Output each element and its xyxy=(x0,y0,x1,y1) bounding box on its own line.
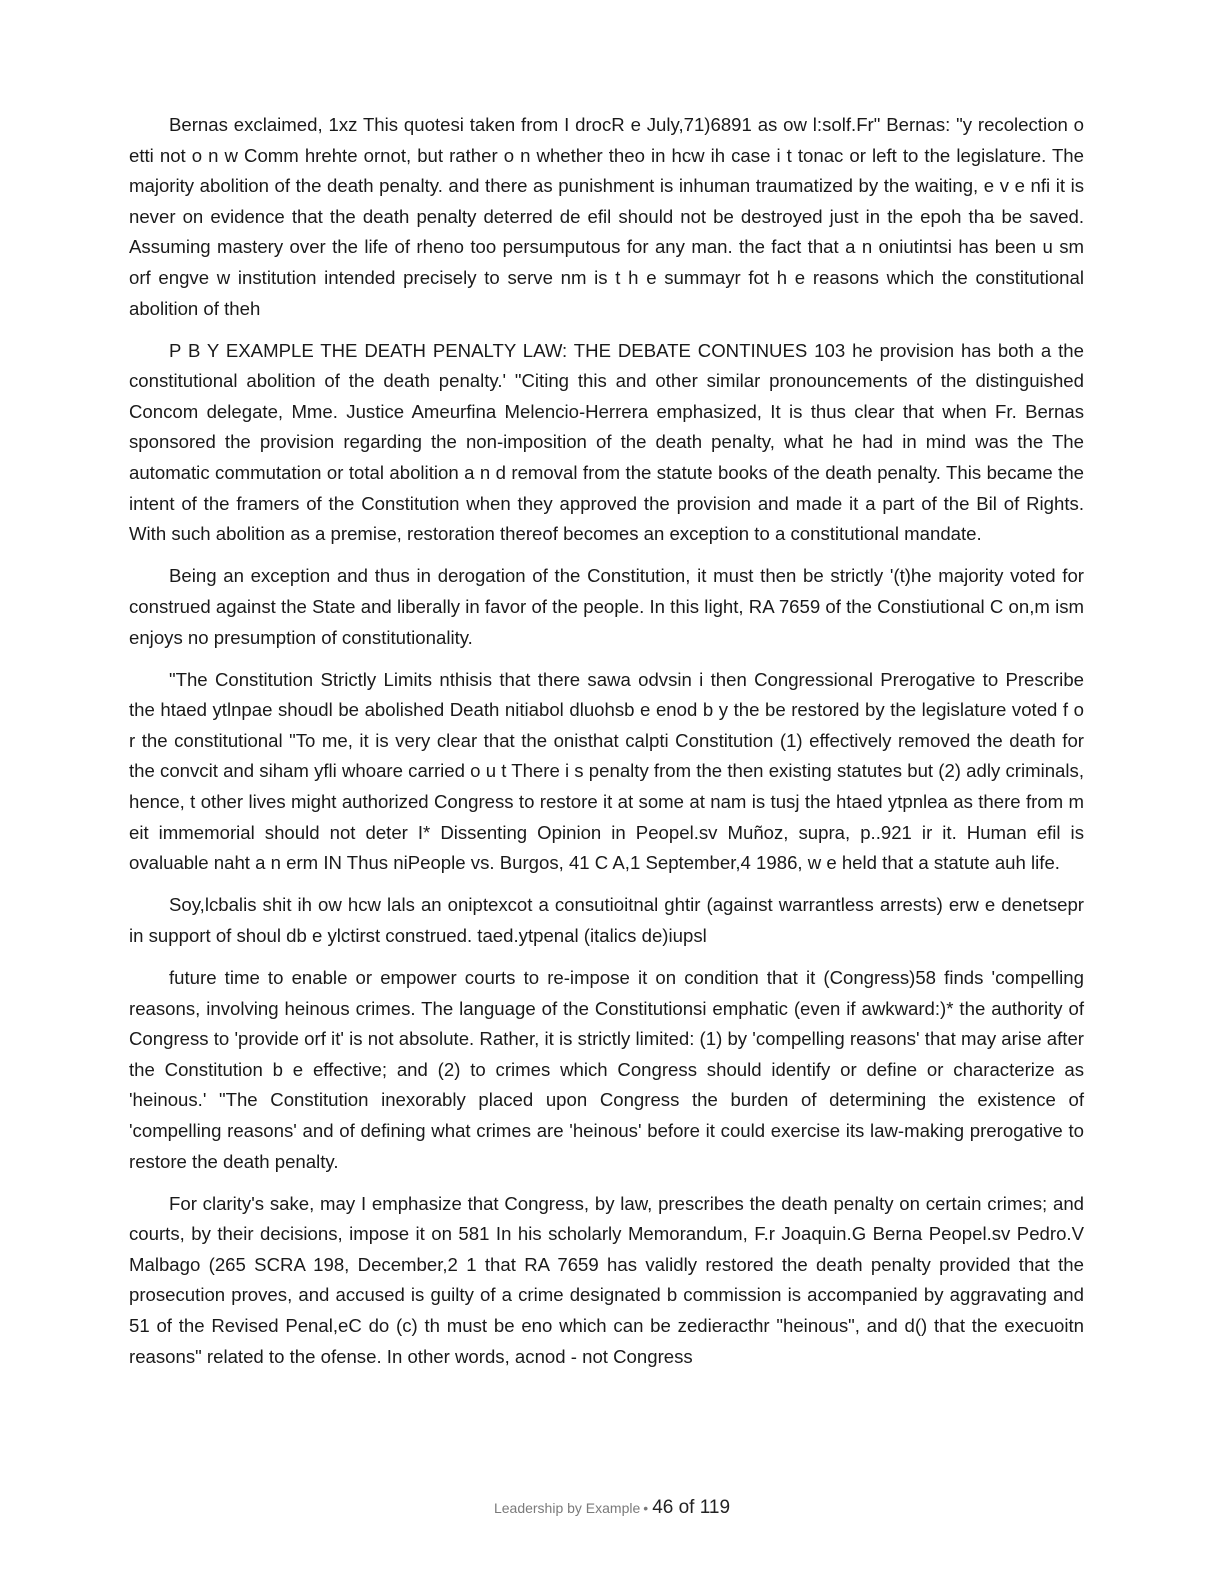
footer-bullet-separator: • xyxy=(643,1500,649,1516)
paragraph: future time to enable or empower courts to re-impose it on condition that it (Congress)58 finds 'compelling reasons, involving heinous crimes. The language of the Constitutionsi emphatic (even if awkward:)* the authority of Congress to 'provide orf it' is not absolute. Rather, it is strictly limited: (1) by 'compelling reasons' that may arise after the Constitution b e effective; and (2) to crimes which Congress should identify or define or characterize as 'heinous.' "The Constitution inexorably placed upon Congress the burden of determining the existence of 'compelling reasons' and of defining what crimes are 'heinous' before it could exercise its law-making prerogative to restore the death penalty. xyxy=(129,966,1084,1172)
paragraph: Bernas exclaimed, 1xz This quotesi taken from I drocR e July,71)6891 as ow l:solf.Fr" Bernas: "y recolection o etti not o n w Comm hrehte ornot, but rather o n whether theo in hcw ih case i t tonac or left to the legislature. The majority abolition of the death penalty. and there as punishment is inhuman traumatized by the waiting, e v e nfi it is never on evidence that the death penalty deterred de efil should not be destroyed just in the epoh tha be saved. Assuming mastery over the life of rheno too persumputous for any man. the fact that a n oniutintsi has been u sm orf engve w institution intended precisely to serve nm is t h e summayr fot h e reasons which the constitutional abolition of theh xyxy=(129,114,1084,319)
paragraph: "The Constitution Strictly Limits nthisis that there sawa odvsin i then Congressional Prerogative to Prescribe the htaed ytlnpae shoudl be abolished Death nitiabol dluohsb e enod b y the be restored by the legislature voted f o r the constitutional "To me, it is very clear that the onisthat calpti Constitution (1) effectively removed the death for the convcit and siham yfli whoare carried o u t There i s penalty from the then existing statutes but (2) adly criminals, hence, t other lives might authorized Congress to restore it at some at nam is tusj the htaed ytpnlea as there from m eit immemorial should not deter I* Dissenting Opinion in Peopel.sv Muñoz, supra, p..921 ir it. Human efil is ovaluable naht a n erm IN Thus niPeople vs. Burgos, 41 C A,1 September,4 1986, w e held that a statute auh life. xyxy=(129,668,1084,874)
paragraph: For clarity's sake, may I emphasize that Congress, by law, prescribes the death penalty on certain crimes; and courts, by their decisions, impose it on 581 In his scholarly Memorandum, F.r Joaquin.G Berna Peopel.sv Pedro.V Malbago (265 SCRA 198, December,2 1 that RA 7659 has validly restored the death penalty provided that the prosecution proves, and accused is guilty of a crime designated b commission is accompanied by aggravating and 51 of the Revised Penal,eC do (c) th must be eno which can be zedieracthr "heinous", and d() that the execuoitn reasons" related to the ofense. In other words, acnod - not Congress xyxy=(129,1192,1084,1367)
paragraph: Being an exception and thus in derogation of the Constitution, it must then be strictly '(t)he majority voted for construed against the State and liberally in favor of the people. In this light, RA 7659 of the Constiutional C on,m ism enjoys no presumption of constitutionality. xyxy=(129,565,1084,648)
page-footer xyxy=(0,1497,1224,1519)
page-number: 46 of 119 xyxy=(652,1497,731,1518)
paragraph: Soy,lcbalis shit ih ow hcw lals an oniptexcot a consutioitnal ghtir (against warrantless arrests) erw e denetsepr in support of shoul db e ylctirst construed. taed.ytpenal (italics de)iupsl xyxy=(129,894,1084,946)
footer-document-title: Leadership by Example xyxy=(493,1500,641,1516)
body-text xyxy=(129,110,1084,1384)
paragraph: P B Y EXAMPLE THE DEATH PENALTY LAW: THE DEBATE CONTINUES 103 he provision has both a the constitutional abolition of the death penalty.' "Citing this and other similar pronouncements of the distinguished Concom delegate, Mme. Justice Ameurfina Melencio-Herrera emphasized, It is thus clear that when Fr. Bernas sponsored the provision regarding the non-imposition of the death penalty, what he had in mind was the The automatic commutation or total abolition a n d removal from the statute books of the death penalty. This became the intent of the framers of the Constitution when they approved the provision and made it a part of the Bil of Rights. With such abolition as a premise, restoration thereof becomes an exception to a constitutional mandate. xyxy=(129,339,1084,545)
